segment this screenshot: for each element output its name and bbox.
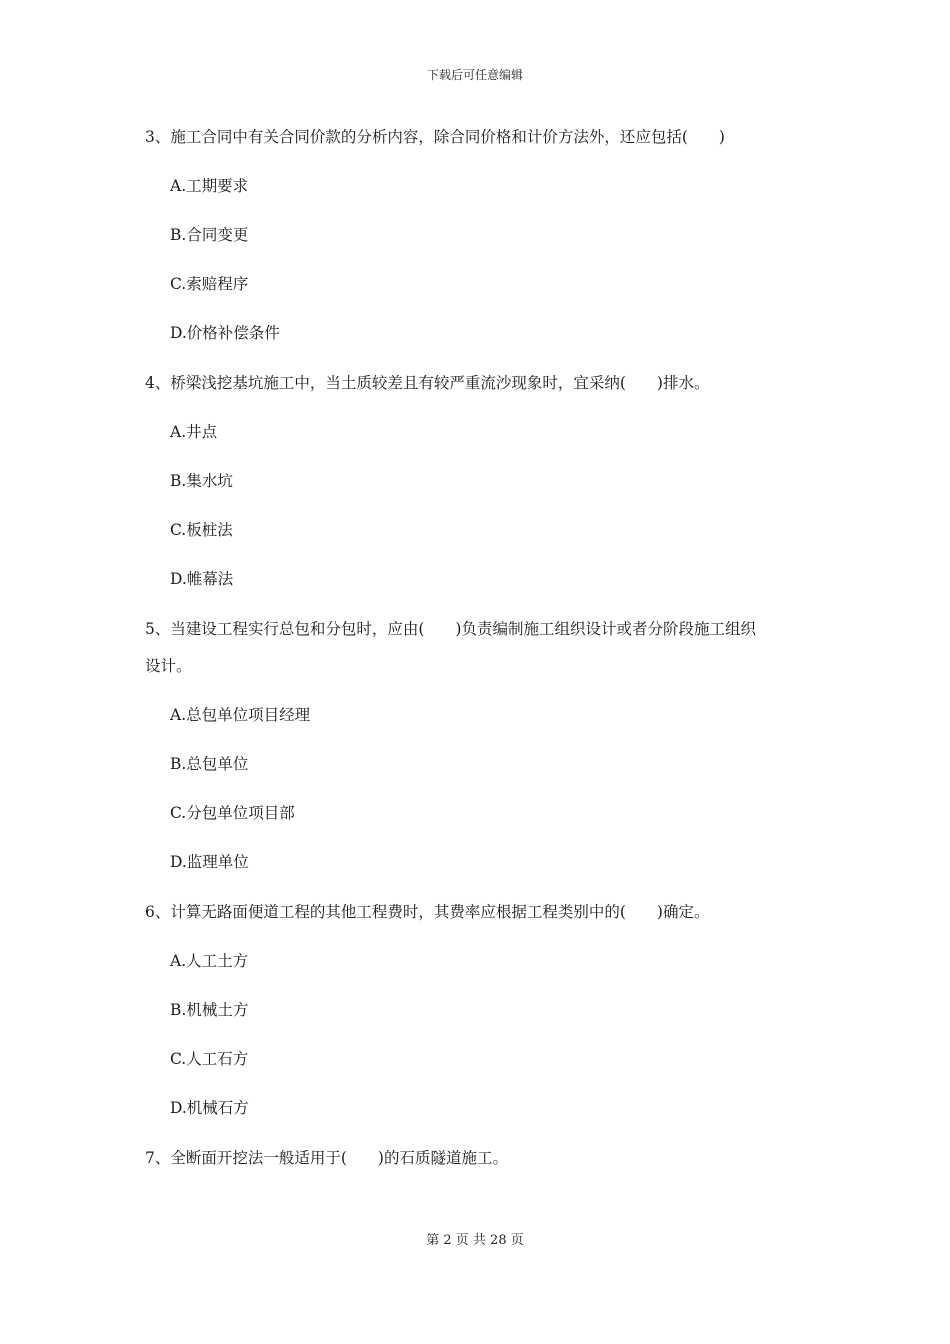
question-6-option-d: D.机械石方 <box>170 1099 249 1117</box>
question-6-option-b: B.机械土方 <box>170 1001 249 1019</box>
question-3-text: 3、施工合同中有关合同价款的分析内容，除合同价格和计价方法外，还应包括( ) <box>145 128 725 146</box>
question-4-option-c: C.板桩法 <box>170 521 233 539</box>
page-header: 下载后可任意编辑 <box>426 68 523 82</box>
question-3-option-d: D.价格补偿条件 <box>170 324 280 342</box>
question-6-option-a: A.人工土方 <box>170 952 249 970</box>
question-5-text: 5、当建设工程实行总包和分包时，应由( )负责编制施工组织设计或者分阶段施工组织 <box>145 620 756 638</box>
question-4-option-d: D.帷幕法 <box>170 570 234 588</box>
question-5-text-continued: 设计。 <box>145 657 192 675</box>
question-6-option-c: C.人工石方 <box>170 1050 249 1068</box>
question-3-option-b: B.合同变更 <box>170 226 249 244</box>
question-4-text: 4、桥梁浅挖基坑施工中，当土质较差且有较严重流沙现象时，宜采纳( )排水。 <box>145 374 710 392</box>
question-5-option-a: A.总包单位项目经理 <box>170 706 311 724</box>
question-3-option-c: C.索赔程序 <box>170 275 249 293</box>
question-4-option-b: B.集水坑 <box>170 472 233 490</box>
question-5-option-d: D.监理单位 <box>170 853 249 871</box>
question-3-option-a: A.工期要求 <box>170 177 249 195</box>
page-footer: 第 2 页 共 28 页 <box>426 1233 524 1248</box>
question-5-option-c: C.分包单位项目部 <box>170 804 295 822</box>
question-5-option-b: B.总包单位 <box>170 755 249 773</box>
question-6-text: 6、计算无路面便道工程的其他工程费时，其费率应根据工程类别中的( )确定。 <box>145 903 710 921</box>
question-7-text: 7、全断面开挖法一般适用于( )的石质隧道施工。 <box>145 1149 508 1167</box>
question-4-option-a: A.井点 <box>170 423 218 441</box>
